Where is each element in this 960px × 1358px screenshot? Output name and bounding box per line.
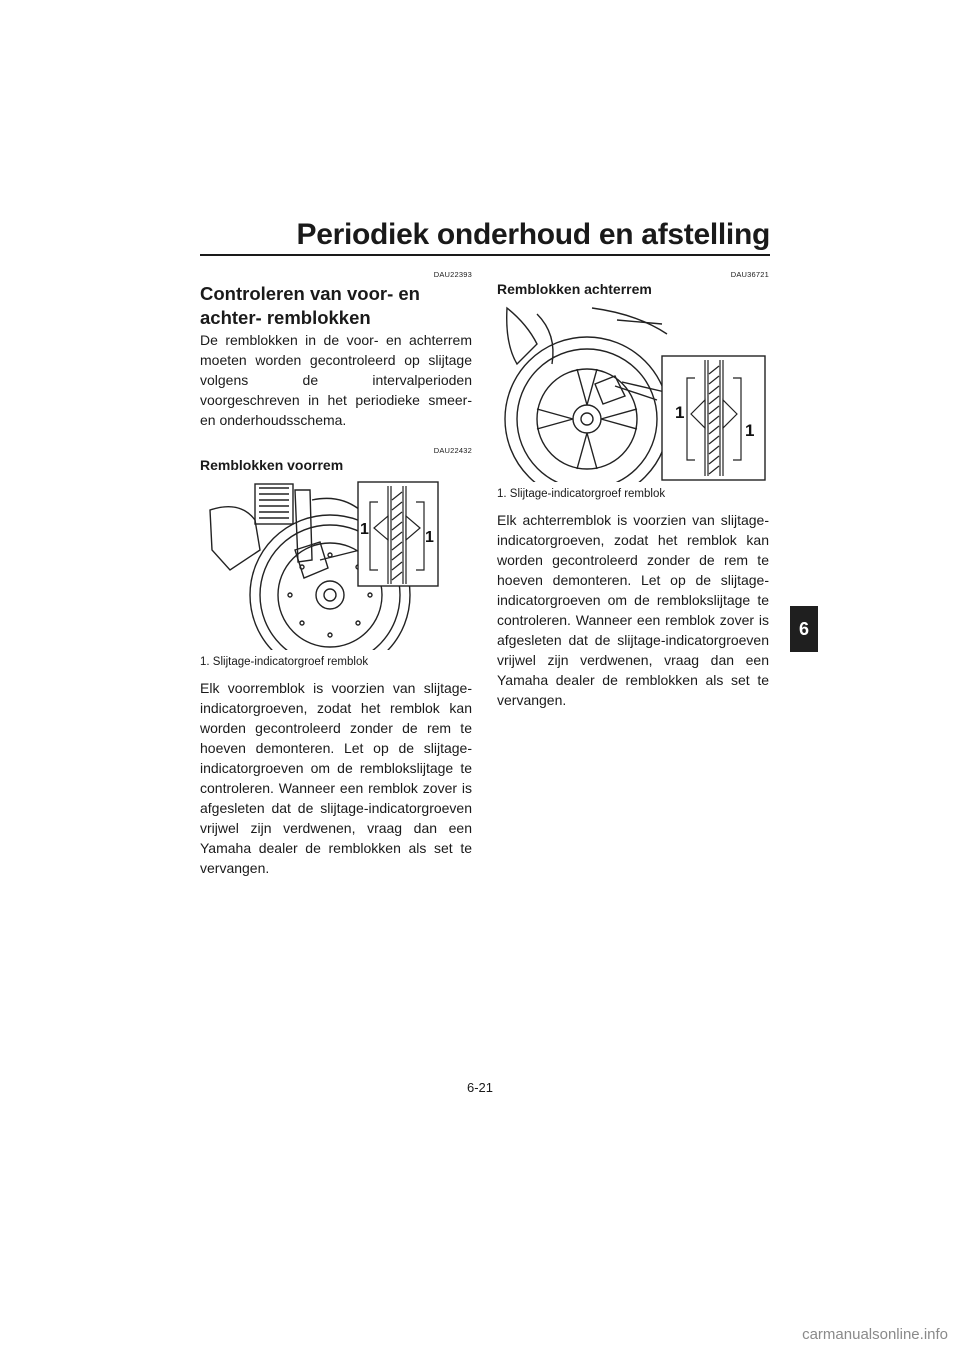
- intro-paragraph: De remblokken in de voor- en achterrem moeten worden gecontroleerd op slijtage volgens de intervalperioden voorgeschreven in het periodieke smeer- en onderhoudsschema.: [200, 332, 472, 428]
- figure-label-right: 1: [745, 421, 755, 440]
- figure-label-right: 1: [425, 529, 434, 546]
- body-paragraph: Elk achterremblok is voorzien van slijtage-indicatorgroeven, zodat het remblok kan worden gecontroleerd zonder de rem te hoeven demonteren. Let op de slijtage-indicatorgroeven om de remblokslijtage te controleren. Wanneer een remblok zover is afgesleten dat de slijtage-indicatorgroeven vrijwel zijn verdwenen, vraag dan een Yamaha dealer de remblokken als set te vervangen.: [497, 512, 769, 708]
- watermark: carmanualsonline.info: [802, 1326, 948, 1343]
- chapter-tab: 6: [790, 606, 818, 652]
- rear-brake-illustration: [497, 304, 769, 482]
- page-title: Periodiek onderhoud en afstelling: [296, 218, 770, 251]
- figure-label-left: 1: [360, 521, 369, 538]
- subsection-heading: Remblokken achterrem: [497, 281, 652, 297]
- front-brake-illustration: [200, 480, 440, 650]
- header-rule: [200, 254, 770, 256]
- left-column: [200, 270, 472, 878]
- subsection-code: DAU22432: [433, 446, 472, 455]
- figure-caption: 1. Slijtage-indicatorgroef remblok: [200, 656, 369, 668]
- section-heading: Controleren van voor- en achter- remblokken: [200, 283, 420, 328]
- subsection-heading: Remblokken voorrem: [200, 457, 344, 473]
- figure-caption: 1. Slijtage-indicatorgroef remblok: [497, 488, 666, 500]
- right-column: [497, 270, 769, 710]
- subsection-code: DAU36721: [730, 270, 769, 279]
- figure-label-left: 1: [675, 403, 685, 422]
- body-paragraph: Elk voorremblok is voorzien van slijtage-indicatorgroeven, zodat het remblok kan worden gecontroleerd zonder de rem te hoeven demonteren. Let op de slijtage-indicatorgroeven om de remblokslijtage te controleren. Wanneer een remblok zover is afgesleten dat de slijtage-indicatorgroeven vrijwel zijn verdwenen, vraag dan een Yamaha dealer de remblokken als set te vervangen.: [200, 680, 472, 876]
- page-number: 6-21: [466, 1080, 494, 1095]
- section-code: DAU22393: [433, 270, 472, 279]
